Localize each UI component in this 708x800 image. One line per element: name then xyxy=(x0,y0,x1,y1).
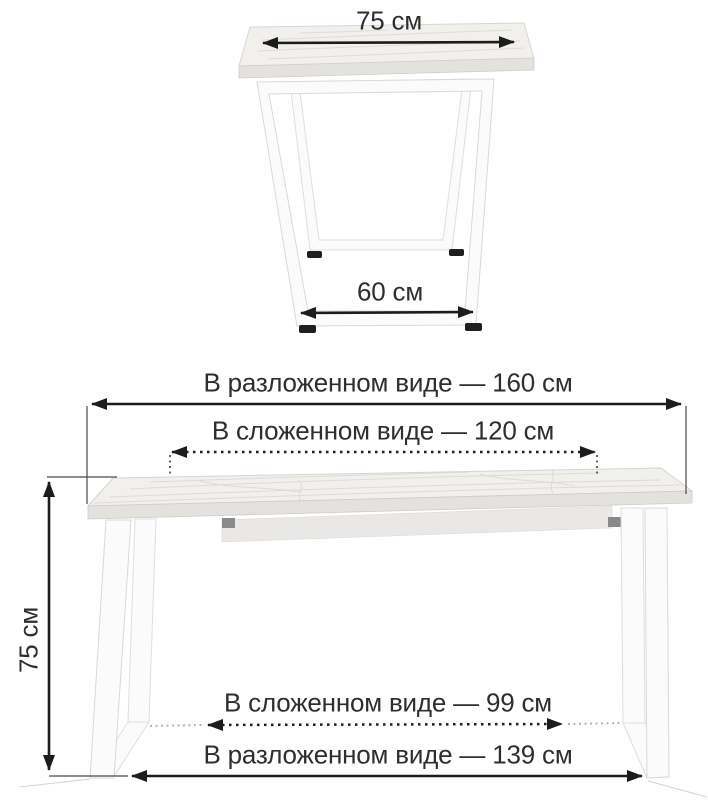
front-view-table xyxy=(20,404,707,797)
folded-base-label: В сложенном виде — 99 см xyxy=(224,687,552,718)
floor-shadow-left xyxy=(20,779,90,787)
top-view-base-label: 60 см xyxy=(356,276,424,307)
top-view-back-right-foot xyxy=(449,249,464,256)
top-view-base-arrow xyxy=(301,312,473,313)
folded-base-arrow xyxy=(208,724,562,725)
folded-width-label: В сложенном виде — 120 см xyxy=(211,415,555,446)
front-view-back-right-leg xyxy=(621,508,645,723)
top-view-front-right-foot xyxy=(465,323,482,331)
front-view-back-left-leg xyxy=(128,519,156,722)
front-view-left-bracket xyxy=(222,518,235,528)
height-label: 75 см xyxy=(13,606,44,674)
top-view-width-label: 75 см xyxy=(355,5,423,36)
top-view-back-leg-frame xyxy=(290,79,472,250)
floor-shadow-right xyxy=(648,781,707,797)
extended-base-label: В разложенном виде — 139 см xyxy=(203,739,573,770)
top-view-front-left-foot xyxy=(299,325,316,333)
front-view-front-right-leg xyxy=(645,508,669,778)
top-view-width-arrow xyxy=(263,42,514,43)
top-view-back-left-foot xyxy=(307,251,322,258)
extended-width-label: В разложенном виде — 160 см xyxy=(203,367,573,398)
